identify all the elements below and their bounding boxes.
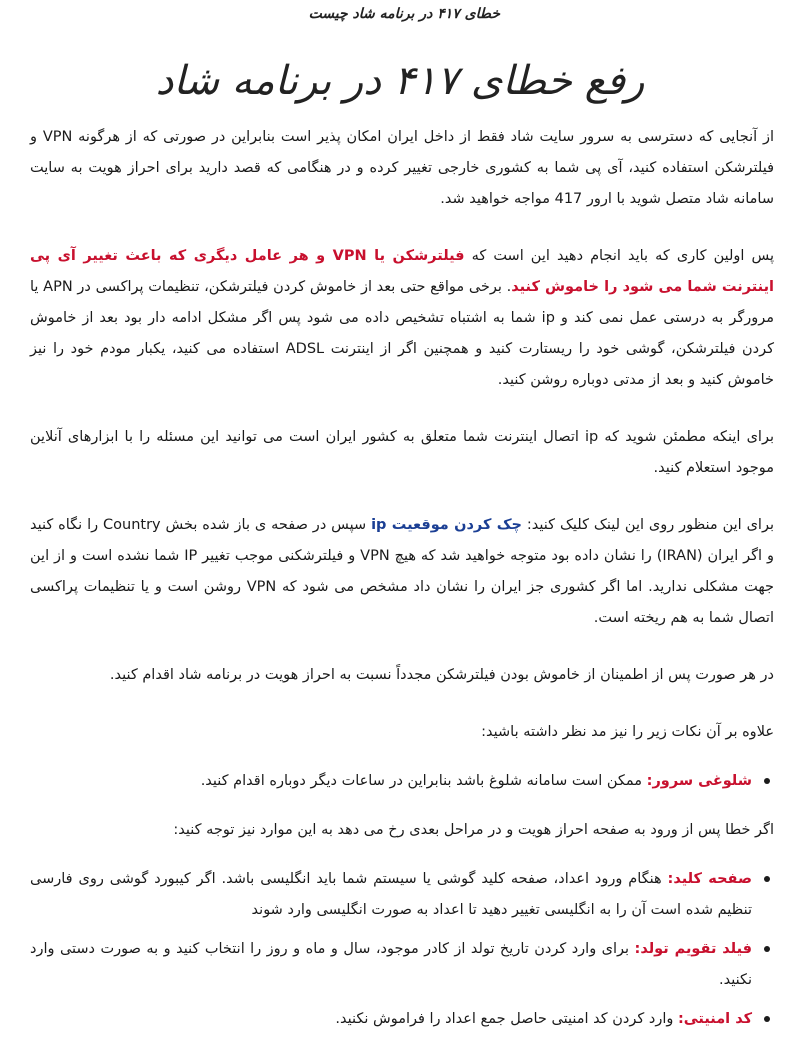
bullet-dot-icon: [764, 876, 770, 882]
list-item-text: هنگام ورود اعداد، صفحه کلید گوشی یا سیستم شما باید انگلیسی باشد. اگر کیبورد گوشی روی فارسی تنظیم شده است آن را به انگلیسی تغییر دهید تا اعداد به صورت انگلیسی وارد شوند: [30, 871, 752, 918]
notes-list: [30, 766, 774, 797]
check-ip-location-link[interactable]: چک کردن موقعیت ip: [371, 517, 523, 533]
list-item-title: فیلد تقویم تولد:: [634, 941, 752, 957]
title-container: [0, 58, 800, 104]
bullet-dot-icon: [764, 778, 770, 784]
bullet-dot-icon: [764, 1016, 770, 1022]
list-item-text: وارد کردن کد امنیتی حاصل جمع اعداد را فراموش نکنید.: [335, 1011, 678, 1027]
list-item-birthdate: [30, 934, 774, 996]
list-item-text: برای وارد کردن تاریخ تولد از کادر موجود، سال و ماه و روز را انتخاب کنید و به صورت دستی وارد نکنید.: [30, 941, 752, 988]
list-item-security-code: [30, 1004, 774, 1035]
list-item-title: صفحه کلید:: [667, 871, 752, 887]
article-body: [30, 122, 774, 1053]
paragraph-check-ip: برای اینکه مطمئن شوید که ip اتصال اینترنت شما متعلق به کشور ایران است می توانید این مسئله را با ابزارهای آنلاین موجود استعلام کنید.: [30, 429, 774, 476]
after-login-list: [30, 864, 774, 1035]
article-title: رفع خطای ۴۱۷ در برنامه شاد: [155, 58, 645, 104]
list-item-text: ممکن است سامانه شلوغ باشد بنابراین در ساعات دیگر دوباره اقدام کنید.: [200, 773, 647, 789]
list-item-server-busy: [30, 766, 774, 797]
paragraph-notes-intro: علاوه بر آن نکات زیر را نیز مد نظر داشته باشید:: [481, 724, 774, 740]
paragraph-turn-off-vpn-rest: . برخی مواقع حتی بعد از خاموش کردن فیلترشکن، تنظیمات پراکسی در APN یا مرورگر به درستی عمل نمی کند و ip شما به اشتباه تشخیص داده می شود پس اگر مشکل ادامه دار بود بعد از خاموش کردن فیلترشکن، گوشی خود را ریستارت کنید و همچنین اگر از اینترنت ADSL استفاده می کنید، یکبار مودم خود را نیز خاموش کنید و بعد از مدتی دوباره روشن کنید.: [30, 279, 775, 388]
paragraph-ip-link-rest: سپس در صفحه ی باز شده بخش Country را نگاه کنید و اگر ایران (IRAN) را نشان داده بود متوجه خواهید شد که هیچ VPN و فیلترشکنی موجب تغییر IP شما نشده است و از این جهت مشکلی ندارید. اما اگر کشوری جز ایران را نشان داد مشخص می شود که VPN روشن است و یا تنظیمات پراکسی اتصال شما به هم ریخته است.: [30, 517, 775, 626]
paragraph-after-login: اگر خطا پس از ورود به صفحه احراز هویت و در مراحل بعدی رخ می دهد به این موارد نیز توجه کنید:: [173, 822, 774, 838]
paragraph-ip-link: [30, 510, 774, 634]
paragraph-turn-off-vpn: [30, 241, 774, 396]
paragraph-intro: از آنجایی که دسترسی به سرور سایت شاد فقط از داخل ایران امکان پذیر است بنابراین در صورتی که از هرگونه VPN و فیلترشکن استفاده کنید، آی پی شما به کشوری خارجی تغییر کرده و در هنگامی که قصد دارید برای احراز هویت به سایت سامانه شاد متصل شوید با ارور 417 مواجه خواهید شد.: [30, 129, 774, 207]
bullet-dot-icon: [764, 946, 770, 952]
paragraph-turn-off-vpn-lead: پس اولین کاری که باید انجام دهید این است که: [464, 248, 775, 264]
list-item-keyboard: [30, 864, 774, 926]
vpn-warning-highlight: فیلترشکن یا VPN و هر عامل دیگری که باعث تغییر آی پی اینترنت شما می شود را خاموش کنید: [30, 248, 774, 295]
paragraph-ip-link-lead: برای این منظور روی این لینک کلیک کنید:: [522, 517, 774, 533]
paragraph-retry: در هر صورت پس از اطمینان از خاموش بودن فیلترشکن مجدداً نسبت به احراز هویت در برنامه شاد اقدام کنید.: [109, 667, 774, 683]
list-item-title: شلوغی سرور:: [646, 773, 752, 789]
list-item-title: کد امنیتی:: [677, 1011, 752, 1027]
article-caption: خطای ۴۱۷ در برنامه شاد چیست: [308, 6, 500, 22]
